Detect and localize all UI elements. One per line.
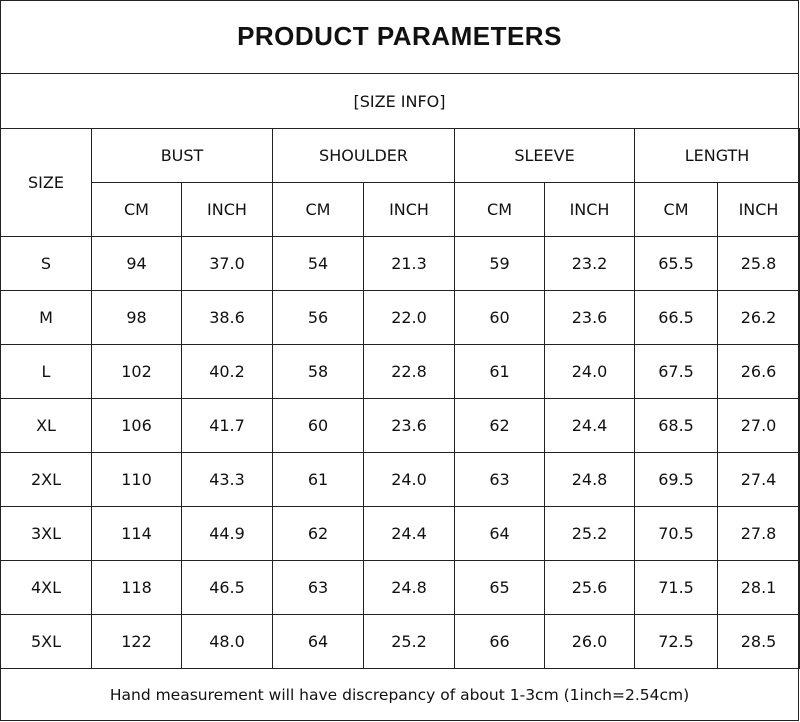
measurement-cell: 25.2 bbox=[364, 615, 455, 669]
size-cell: L bbox=[1, 345, 92, 399]
measurement-cell: 25.6 bbox=[545, 561, 635, 615]
measurement-cell: 41.7 bbox=[182, 399, 273, 453]
measurement-cell: 28.5 bbox=[718, 615, 800, 669]
unit-header: INCH bbox=[364, 183, 455, 237]
measurement-cell: 62 bbox=[455, 399, 545, 453]
unit-header: INCH bbox=[182, 183, 273, 237]
size-cell: XL bbox=[1, 399, 92, 453]
unit-header: CM bbox=[273, 183, 364, 237]
measurement-cell: 61 bbox=[273, 453, 364, 507]
measurement-cell: 27.0 bbox=[718, 399, 800, 453]
size-cell: S bbox=[1, 237, 92, 291]
unit-header: INCH bbox=[718, 183, 800, 237]
measurement-cell: 60 bbox=[273, 399, 364, 453]
table-row bbox=[1, 399, 800, 453]
unit-header: CM bbox=[635, 183, 718, 237]
size-cell: 2XL bbox=[1, 453, 92, 507]
measurement-cell: 63 bbox=[455, 453, 545, 507]
table-row bbox=[1, 507, 800, 561]
table-row bbox=[1, 453, 800, 507]
table-row bbox=[1, 561, 800, 615]
measurement-cell: 26.6 bbox=[718, 345, 800, 399]
section-subtitle: [SIZE INFO] bbox=[0, 74, 799, 129]
measurement-cell: 24.0 bbox=[545, 345, 635, 399]
table-row bbox=[1, 615, 800, 669]
measurement-cell: 66 bbox=[455, 615, 545, 669]
measurement-cell: 22.0 bbox=[364, 291, 455, 345]
page-title: PRODUCT PARAMETERS bbox=[0, 0, 799, 74]
measurement-cell: 23.2 bbox=[545, 237, 635, 291]
measurement-cell: 98 bbox=[92, 291, 182, 345]
size-header: SIZE bbox=[1, 129, 92, 237]
table-row bbox=[1, 345, 800, 399]
table-row bbox=[1, 291, 800, 345]
measurement-cell: 106 bbox=[92, 399, 182, 453]
measurement-cell: 65.5 bbox=[635, 237, 718, 291]
measurement-cell: 40.2 bbox=[182, 345, 273, 399]
measurement-cell: 110 bbox=[92, 453, 182, 507]
measurement-cell: 72.5 bbox=[635, 615, 718, 669]
measurement-cell: 70.5 bbox=[635, 507, 718, 561]
measurement-cell: 24.4 bbox=[545, 399, 635, 453]
measurement-cell: 71.5 bbox=[635, 561, 718, 615]
measurement-cell: 66.5 bbox=[635, 291, 718, 345]
measurement-cell: 23.6 bbox=[545, 291, 635, 345]
measurement-cell: 23.6 bbox=[364, 399, 455, 453]
measurement-note: Hand measurement will have discrepancy of about 1-3cm (1inch=2.54cm) bbox=[109, 685, 690, 704]
size-cell: 5XL bbox=[1, 615, 92, 669]
measurement-cell: 63 bbox=[273, 561, 364, 615]
size-table bbox=[0, 128, 800, 669]
measurement-cell: 122 bbox=[92, 615, 182, 669]
group-header-sleeve: SLEEVE bbox=[455, 129, 635, 183]
measurement-cell: 22.8 bbox=[364, 345, 455, 399]
measurement-cell: 24.4 bbox=[364, 507, 455, 561]
measurement-cell: 27.4 bbox=[718, 453, 800, 507]
measurement-cell: 44.9 bbox=[182, 507, 273, 561]
measurement-cell: 28.1 bbox=[718, 561, 800, 615]
measurement-cell: 24.8 bbox=[364, 561, 455, 615]
measurement-cell: 43.3 bbox=[182, 453, 273, 507]
measurement-cell: 25.2 bbox=[545, 507, 635, 561]
measurement-cell: 54 bbox=[273, 237, 364, 291]
measurement-cell: 24.8 bbox=[545, 453, 635, 507]
unit-header: INCH bbox=[545, 183, 635, 237]
measurement-cell: 24.0 bbox=[364, 453, 455, 507]
measurement-cell: 21.3 bbox=[364, 237, 455, 291]
measurement-cell: 60 bbox=[455, 291, 545, 345]
measurement-cell: 68.5 bbox=[635, 399, 718, 453]
measurement-cell: 118 bbox=[92, 561, 182, 615]
header-row-units bbox=[1, 183, 800, 237]
measurement-cell: 27.8 bbox=[718, 507, 800, 561]
measurement-cell: 64 bbox=[455, 507, 545, 561]
measurement-cell: 26.2 bbox=[718, 291, 800, 345]
unit-header: CM bbox=[92, 183, 182, 237]
measurement-cell: 114 bbox=[92, 507, 182, 561]
header-row-groups bbox=[1, 129, 800, 183]
size-cell: 4XL bbox=[1, 561, 92, 615]
measurement-cell: 94 bbox=[92, 237, 182, 291]
measurement-cell: 64 bbox=[273, 615, 364, 669]
measurement-cell: 25.8 bbox=[718, 237, 800, 291]
measurement-cell: 48.0 bbox=[182, 615, 273, 669]
measurement-cell: 65 bbox=[455, 561, 545, 615]
unit-header: CM bbox=[455, 183, 545, 237]
measurement-cell: 56 bbox=[273, 291, 364, 345]
group-header-bust: BUST bbox=[92, 129, 273, 183]
size-cell: M bbox=[1, 291, 92, 345]
measurement-cell: 26.0 bbox=[545, 615, 635, 669]
measurement-cell: 62 bbox=[273, 507, 364, 561]
group-header-length: LENGTH bbox=[635, 129, 800, 183]
measurement-cell: 61 bbox=[455, 345, 545, 399]
measurement-cell: 58 bbox=[273, 345, 364, 399]
measurement-cell: 38.6 bbox=[182, 291, 273, 345]
measurement-cell: 59 bbox=[455, 237, 545, 291]
table-row bbox=[1, 237, 800, 291]
measurement-cell: 67.5 bbox=[635, 345, 718, 399]
measurement-cell: 69.5 bbox=[635, 453, 718, 507]
group-header-shoulder: SHOULDER bbox=[273, 129, 455, 183]
measurement-cell: 37.0 bbox=[182, 237, 273, 291]
size-cell: 3XL bbox=[1, 507, 92, 561]
measurement-cell: 46.5 bbox=[182, 561, 273, 615]
measurement-cell: 102 bbox=[92, 345, 182, 399]
